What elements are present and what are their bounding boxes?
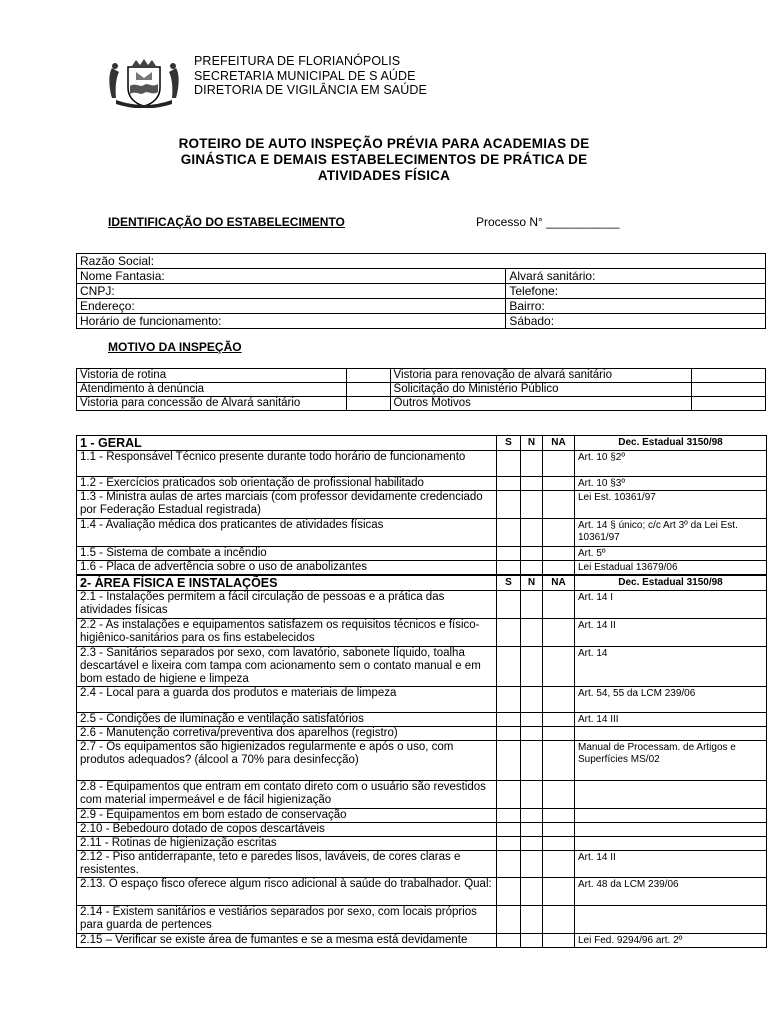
- answer-n-cell[interactable]: [521, 781, 543, 809]
- answer-na-cell[interactable]: [543, 878, 575, 906]
- identification-row: [77, 299, 766, 314]
- checklist-item-text: 2.7 - Os equipamentos são higienizados regularmente e após o uso, com produtos adequados? (álcool a 70% para desinfecção): [77, 741, 497, 781]
- reason-label: Solicitação do Ministério Público: [390, 383, 692, 397]
- field-endereco[interactable]: Endereço:: [77, 299, 506, 314]
- checklist-row: [77, 809, 767, 823]
- reason-checkbox[interactable]: [692, 397, 766, 411]
- checklist-item-text: 2.14 - Existem sanitários e vestiários separados por sexo, com locais próprios para guarda de pertences: [77, 906, 497, 934]
- answer-na-cell[interactable]: [543, 823, 575, 837]
- answer-n-cell[interactable]: [521, 934, 543, 948]
- checklist-item-text: 2.4 - Local para a guarda dos produtos e materiais de limpeza: [77, 687, 497, 713]
- answer-n-cell[interactable]: [521, 809, 543, 823]
- answer-s-cell[interactable]: [497, 713, 521, 727]
- checklist-item-text: 2.12 - Piso antiderrapante, teto e paredes lisos, laváveis, de cores claras e resistentes.: [77, 851, 497, 878]
- section-header-row: [77, 436, 767, 451]
- reason-label: Outros Motivos: [390, 397, 692, 411]
- answer-s-cell[interactable]: [497, 878, 521, 906]
- checklist-item-text: 2.11 - Rotinas de higienização escritas: [77, 837, 497, 851]
- checklist-row: [77, 477, 767, 491]
- answer-na-cell[interactable]: [543, 561, 575, 576]
- checklist-row: [77, 851, 767, 878]
- answer-s-cell[interactable]: [497, 591, 521, 619]
- page-bottom-margin: [0, 964, 768, 1024]
- answer-s-cell[interactable]: [497, 809, 521, 823]
- checklist-item-text: 2.9 - Equipamentos em bom estado de conservação: [77, 809, 497, 823]
- checklist-row: [77, 561, 767, 576]
- section-title: 2- ÁREA FÍSICA E INSTALAÇÕES: [77, 575, 497, 591]
- column-header-n: N: [521, 575, 543, 591]
- checklist-item-text: 2.5 - Condições de iluminação e ventilação satisfatórios: [77, 713, 497, 727]
- checklist-row: [77, 713, 767, 727]
- reason-checkbox[interactable]: [692, 383, 766, 397]
- checklist-row: [77, 547, 767, 561]
- reason-label: Atendimento à denúncia: [77, 383, 347, 397]
- reason-label: Vistoria de rotina: [77, 369, 347, 383]
- legal-reference: Art. 10 §2º: [575, 451, 767, 477]
- answer-s-cell[interactable]: [497, 837, 521, 851]
- answer-na-cell[interactable]: [543, 741, 575, 781]
- field-horario[interactable]: Horário de funcionamento:: [77, 314, 506, 329]
- answer-n-cell[interactable]: [521, 727, 543, 741]
- answer-na-cell[interactable]: [543, 519, 575, 547]
- answer-n-cell[interactable]: [521, 687, 543, 713]
- answer-s-cell[interactable]: [497, 477, 521, 491]
- identification-row: [77, 314, 766, 329]
- checklist-row: [77, 491, 767, 519]
- checklist-item-text: 1.3 - Ministra aulas de artes marciais (com professor devidamente credenciado por Federação Estadual registrada): [77, 491, 497, 519]
- checklist-item-text: 2.13. O espaço fisco oferece algum risco adicional à saúde do trabalhador. Qual:: [77, 878, 497, 906]
- answer-s-cell[interactable]: [497, 906, 521, 934]
- checklist-row: [77, 878, 767, 906]
- answer-n-cell[interactable]: [521, 477, 543, 491]
- reason-checkbox[interactable]: [346, 397, 390, 411]
- checklist-item-text: 1.6 - Placa de advertência sobre o uso de anabolizantes: [77, 561, 497, 576]
- checklist-row: [77, 519, 767, 547]
- reason-checkbox[interactable]: [346, 383, 390, 397]
- reason-row: [77, 397, 766, 411]
- answer-n-cell[interactable]: [521, 491, 543, 519]
- section-reference-header: Dec. Estadual 3150/98: [575, 575, 767, 591]
- checklist-row: [77, 619, 767, 647]
- column-header-n: N: [521, 436, 543, 451]
- checklist-item-text: 2.1 - Instalações permitem a fácil circulação de pessoas e a prática das atividades físicas: [77, 591, 497, 619]
- answer-na-cell[interactable]: [543, 727, 575, 741]
- checklist-item-text: 1.5 - Sistema de combate a incêndio: [77, 547, 497, 561]
- answer-s-cell[interactable]: [497, 619, 521, 647]
- answer-n-cell[interactable]: [521, 519, 543, 547]
- field-sabado[interactable]: Sábado:: [506, 314, 766, 329]
- answer-n-cell[interactable]: [521, 837, 543, 851]
- legal-reference: Manual de Processam. de Artigos e Superfícies MS/02: [575, 741, 767, 781]
- legal-reference: Art. 48 da LCM 239/06: [575, 878, 767, 906]
- checklist-row: [77, 906, 767, 934]
- legal-reference: Lei Fed. 9294/96 art. 2º: [575, 934, 767, 948]
- answer-s-cell[interactable]: [497, 851, 521, 878]
- checklist-item-text: 2.15 – Verificar se existe área de fumantes e se a mesma está devidamente: [77, 934, 497, 948]
- legal-reference: [575, 906, 767, 934]
- title-line-3: ATIVIDADES FÍSICA: [317, 168, 451, 183]
- legal-reference: Art. 14 II: [575, 619, 767, 647]
- checklist-item-text: 2.2 - As instalações e equipamentos satisfazem os requisitos técnicos e físico-higiênico-sanitários para os fins estabelecidos: [77, 619, 497, 647]
- checklist-row: [77, 781, 767, 809]
- title-line-2: GINÁSTICA E DEMAIS ESTABELECIMENTOS DE PRÁTICA DE: [180, 152, 588, 167]
- answer-na-cell[interactable]: [543, 809, 575, 823]
- column-header-na: NA: [543, 575, 575, 591]
- answer-n-cell[interactable]: [521, 451, 543, 477]
- field-bairro[interactable]: Bairro:: [506, 299, 766, 314]
- answer-n-cell[interactable]: [521, 591, 543, 619]
- answer-n-cell[interactable]: [521, 851, 543, 878]
- answer-na-cell[interactable]: [543, 687, 575, 713]
- legal-reference: Art. 10 §3º: [575, 477, 767, 491]
- answer-n-cell[interactable]: [521, 713, 543, 727]
- identification-row: [77, 254, 766, 269]
- inspection-reason-table: [76, 368, 766, 411]
- inspection-checklist-table: [76, 435, 767, 948]
- answer-n-cell[interactable]: [521, 561, 543, 576]
- section-title: 1 - GERAL: [77, 436, 497, 451]
- checklist-row: [77, 823, 767, 837]
- org-line-secretaria: SECRETARIA MUNICIPAL DE S AÚDE: [194, 68, 416, 83]
- field-alvara-sanitario[interactable]: Alvará sanitário:: [506, 269, 766, 284]
- answer-na-cell[interactable]: [543, 713, 575, 727]
- checklist-item-text: 2.8 - Equipamentos que entram em contato direto com o usuário são revestidos com material impermeável e de fácil higienização: [77, 781, 497, 809]
- checklist-item-text: 1.2 - Exercícios praticados sob orientação de profissional habilitado: [77, 477, 497, 491]
- answer-na-cell[interactable]: [543, 547, 575, 561]
- answer-s-cell[interactable]: [497, 451, 521, 477]
- answer-s-cell[interactable]: [497, 741, 521, 781]
- answer-na-cell[interactable]: [543, 934, 575, 948]
- identification-heading: IDENTIFICAÇÃO DO ESTABELECIMENTO: [108, 215, 345, 229]
- legal-reference: Art. 14: [575, 647, 767, 687]
- answer-n-cell[interactable]: [521, 547, 543, 561]
- legal-reference: Art. 14 I: [575, 591, 767, 619]
- checklist-item-text: 1.4 - Avaliação médica dos praticantes de atividades físicas: [77, 519, 497, 547]
- org-line-diretoria: DIRETORIA DE VIGILÂNCIA EM SAÚDE: [194, 83, 427, 97]
- checklist-item-text: 1.1 - Responsável Técnico presente durante todo horário de funcionamento: [77, 451, 497, 477]
- answer-na-cell[interactable]: [543, 491, 575, 519]
- answer-na-cell[interactable]: [543, 647, 575, 687]
- checklist-item-text: 2.3 - Sanitários separados por sexo, com lavatório, sabonete líquido, toalha descartável e lixeira com tampa com acionamento sem o contato manual e em bom estado de higiene e limpeza: [77, 647, 497, 687]
- answer-na-cell[interactable]: [543, 781, 575, 809]
- field-telefone[interactable]: Telefone:: [506, 284, 766, 299]
- answer-na-cell[interactable]: [543, 837, 575, 851]
- legal-reference: Lei Est. 10361/97: [575, 491, 767, 519]
- answer-na-cell[interactable]: [543, 477, 575, 491]
- legal-reference: Art. 54, 55 da LCM 239/06: [575, 687, 767, 713]
- answer-s-cell[interactable]: [497, 561, 521, 576]
- checklist-row: [77, 647, 767, 687]
- letterhead: [106, 52, 606, 112]
- identification-table: [76, 253, 766, 329]
- answer-na-cell[interactable]: [543, 451, 575, 477]
- answer-s-cell[interactable]: [497, 491, 521, 519]
- organization-name: [194, 54, 427, 98]
- legal-reference: [575, 837, 767, 851]
- checklist-item-text: 2.10 - Bebedouro dotado de copos descartáveis: [77, 823, 497, 837]
- field-razao-social[interactable]: Razão Social:: [77, 254, 766, 269]
- checklist-row: [77, 687, 767, 713]
- checklist-row: [77, 727, 767, 741]
- reason-row: [77, 369, 766, 383]
- answer-na-cell[interactable]: [543, 591, 575, 619]
- inspection-reason-heading: MOTIVO DA INSPEÇÃO: [108, 340, 242, 354]
- column-header-s: S: [497, 436, 521, 451]
- answer-na-cell[interactable]: [543, 619, 575, 647]
- legal-reference: [575, 781, 767, 809]
- identification-row: [77, 284, 766, 299]
- section-header-row: [77, 575, 767, 591]
- answer-s-cell[interactable]: [497, 727, 521, 741]
- legal-reference: Art. 5º: [575, 547, 767, 561]
- section-reference-header: Dec. Estadual 3150/98: [575, 436, 767, 451]
- answer-na-cell[interactable]: [543, 851, 575, 878]
- answer-na-cell[interactable]: [543, 906, 575, 934]
- reason-row: [77, 383, 766, 397]
- reason-label: Vistoria para renovação de alvará sanitário: [390, 369, 692, 383]
- answer-s-cell[interactable]: [497, 781, 521, 809]
- answer-s-cell[interactable]: [497, 823, 521, 837]
- identification-row: [77, 269, 766, 284]
- answer-n-cell[interactable]: [521, 647, 543, 687]
- checklist-row: [77, 741, 767, 781]
- checklist-row: [77, 934, 767, 948]
- answer-n-cell[interactable]: [521, 906, 543, 934]
- reason-label: Vistoria para concessão de Alvará sanitário: [77, 397, 347, 411]
- answer-s-cell[interactable]: [497, 647, 521, 687]
- answer-n-cell[interactable]: [521, 741, 543, 781]
- legal-reference: [575, 809, 767, 823]
- column-header-na: NA: [543, 436, 575, 451]
- legal-reference: Lei Estadual 13679/06: [575, 561, 767, 576]
- field-cnpj[interactable]: CNPJ:: [77, 284, 506, 299]
- legal-reference: Art. 14 § único; c/c Art 3º da Lei Est. 10361/97: [575, 519, 767, 547]
- checklist-item-text: 2.6 - Manutenção corretiva/preventiva dos aparelhos (registro): [77, 727, 497, 741]
- coat-of-arms-icon: [106, 58, 182, 108]
- legal-reference: [575, 823, 767, 837]
- answer-n-cell[interactable]: [521, 823, 543, 837]
- checklist-row: [77, 451, 767, 477]
- checklist-row: [77, 591, 767, 619]
- answer-s-cell[interactable]: [497, 934, 521, 948]
- legal-reference: Art. 14 II: [575, 851, 767, 878]
- checklist-row: [77, 837, 767, 851]
- title-line-1: ROTEIRO DE AUTO INSPEÇÃO PRÉVIA PARA ACADEMIAS DE: [178, 136, 590, 151]
- org-line-prefeitura: PREFEITURA DE FLORIANÓPOLIS: [194, 54, 401, 68]
- legal-reference: [575, 727, 767, 741]
- answer-n-cell[interactable]: [521, 878, 543, 906]
- reason-checkbox[interactable]: [692, 369, 766, 383]
- answer-s-cell[interactable]: [497, 547, 521, 561]
- answer-s-cell[interactable]: [497, 687, 521, 713]
- legal-reference: Art. 14 III: [575, 713, 767, 727]
- reason-checkbox[interactable]: [346, 369, 390, 383]
- answer-s-cell[interactable]: [497, 519, 521, 547]
- answer-n-cell[interactable]: [521, 619, 543, 647]
- document-title: [0, 136, 768, 184]
- field-nome-fantasia[interactable]: Nome Fantasia:: [77, 269, 506, 284]
- process-number-field[interactable]: Processo N° ___________: [476, 215, 620, 229]
- column-header-s: S: [497, 575, 521, 591]
